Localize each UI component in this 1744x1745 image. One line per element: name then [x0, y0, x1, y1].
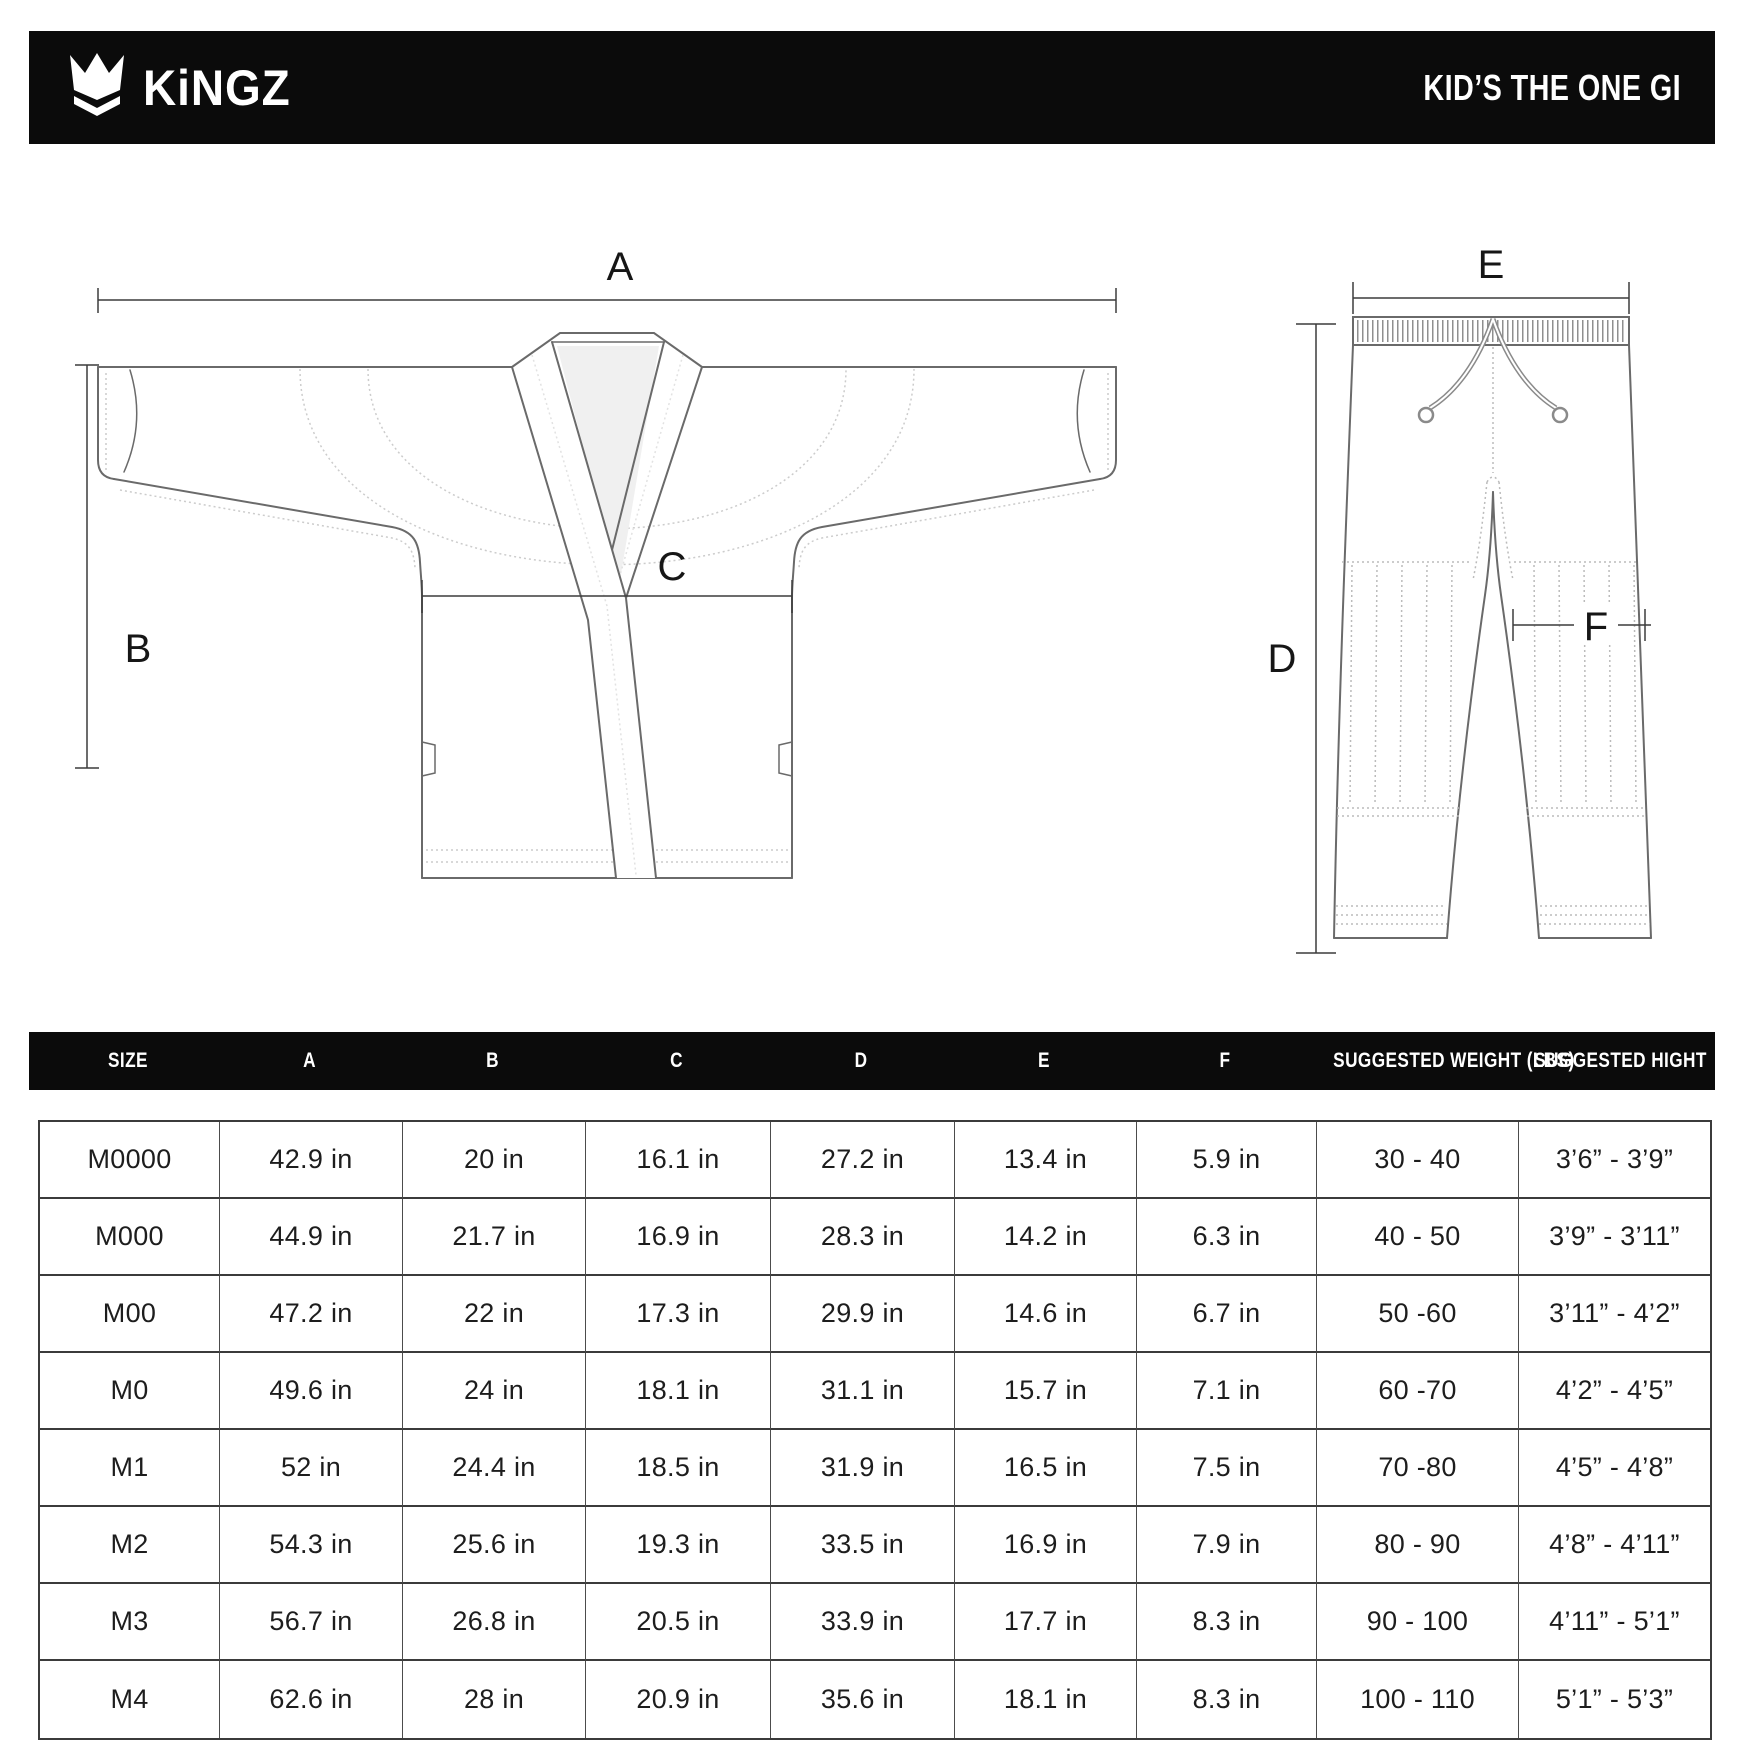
table-cell: 16.9 in [955, 1507, 1137, 1584]
table-cell: 18.1 in [955, 1661, 1137, 1738]
table-cell: 70 -80 [1317, 1430, 1519, 1507]
dimension-line-d [1296, 324, 1336, 953]
label-C: C [657, 545, 687, 589]
table-cell: 40 - 50 [1317, 1199, 1519, 1276]
size-cell: M4 [40, 1661, 220, 1738]
size-cell: M0000 [40, 1122, 220, 1199]
table-cell: 27.2 in [771, 1122, 955, 1199]
table-cell: 50 -60 [1317, 1276, 1519, 1353]
table-cell: 49.6 in [220, 1353, 403, 1430]
table-cell: 17.7 in [955, 1584, 1137, 1661]
table-cell: 8.3 in [1137, 1584, 1317, 1661]
table-cell: 3’6” - 3’9” [1519, 1122, 1710, 1199]
table-cell: 33.9 in [771, 1584, 955, 1661]
table-cell: 6.3 in [1137, 1199, 1317, 1276]
table-cell: 3’9” - 3’11” [1519, 1199, 1710, 1276]
table-cell: 62.6 in [220, 1661, 403, 1738]
size-cell: M2 [40, 1507, 220, 1584]
table-cell: 5.9 in [1137, 1122, 1317, 1199]
table-cell: 35.6 in [771, 1661, 955, 1738]
gi-pants-diagram [1140, 220, 1744, 980]
column-header-4: D [854, 1049, 868, 1072]
table-cell: 90 - 100 [1317, 1584, 1519, 1661]
brand-name: KiNGZ [143, 59, 291, 116]
column-header-7: SUGGESTED WEIGHT (LBS) [1333, 1049, 1575, 1072]
table-cell: 14.2 in [955, 1199, 1137, 1276]
table-cell: 24.4 in [403, 1430, 586, 1507]
dimension-line-a [98, 288, 1116, 313]
table-cell: 56.7 in [220, 1584, 403, 1661]
dimension-line-f [1513, 602, 1651, 649]
table-cell: 20.9 in [586, 1661, 771, 1738]
label-D: D [1267, 637, 1297, 681]
label-E: E [1477, 243, 1505, 287]
table-cell: 17.3 in [586, 1276, 771, 1353]
table-cell: 42.9 in [220, 1122, 403, 1199]
table-cell: 28.3 in [771, 1199, 955, 1276]
size-cell: M1 [40, 1430, 220, 1507]
table-cell: 8.3 in [1137, 1661, 1317, 1738]
table-cell: 19.3 in [586, 1507, 771, 1584]
table-cell: 52 in [220, 1430, 403, 1507]
table-cell: 7.5 in [1137, 1430, 1317, 1507]
column-header-2: B [486, 1049, 499, 1072]
table-cell: 16.9 in [586, 1199, 771, 1276]
table-cell: 16.1 in [586, 1122, 771, 1199]
table-cell: 13.4 in [955, 1122, 1137, 1199]
table-cell: 100 - 110 [1317, 1661, 1519, 1738]
size-cell: M3 [40, 1584, 220, 1661]
table-cell: 60 -70 [1317, 1353, 1519, 1430]
size-cell: M00 [40, 1276, 220, 1353]
label-A: A [606, 245, 634, 289]
dimension-line-b [75, 365, 99, 768]
column-header-5: E [1038, 1049, 1050, 1072]
table-cell: 31.1 in [771, 1353, 955, 1430]
column-header-6: F [1219, 1049, 1231, 1072]
column-header-1: A [303, 1049, 316, 1072]
table-cell: 20 in [403, 1122, 586, 1199]
table-cell: 31.9 in [771, 1430, 955, 1507]
table-cell: 18.1 in [586, 1353, 771, 1430]
header-bar [29, 31, 1715, 144]
size-cell: M000 [40, 1199, 220, 1276]
crown-icon [63, 53, 131, 122]
size-cell: M0 [40, 1353, 220, 1430]
table-cell: 24 in [403, 1353, 586, 1430]
table-cell: 80 - 90 [1317, 1507, 1519, 1584]
table-cell: 54.3 in [220, 1507, 403, 1584]
column-header-0: SIZE [108, 1049, 148, 1072]
column-header-8: SUGGESTED HIGHT [1534, 1049, 1707, 1072]
jacket-collar [512, 333, 702, 878]
table-cell: 5’1” - 5’3” [1555, 1684, 1674, 1714]
table-cell: 44.9 in [220, 1199, 403, 1276]
table-cell: 29.9 in [771, 1276, 955, 1353]
brand-logo [63, 53, 304, 122]
table-cell: 3’11” - 4’2” [1519, 1276, 1710, 1353]
table-cell: 4’8” - 4’11” [1519, 1507, 1710, 1584]
label-B: B [124, 627, 152, 671]
table-cell: 33.5 in [771, 1507, 955, 1584]
label-F: F [1583, 605, 1609, 649]
page-title: KID’S THE ONE GI [1423, 66, 1681, 108]
table-header-bar [29, 1032, 1715, 1090]
table-cell: 4’11” - 5’1” [1519, 1584, 1710, 1661]
table-cell: 21.7 in [403, 1199, 586, 1276]
table-cell: 6.7 in [1137, 1276, 1317, 1353]
table-cell: 28 in [403, 1661, 586, 1738]
table-cell: 30 - 40 [1317, 1122, 1519, 1199]
table-cell: 7.1 in [1137, 1353, 1317, 1430]
table-cell: 18.5 in [586, 1430, 771, 1507]
table-cell: 4’2” - 4’5” [1519, 1353, 1710, 1430]
table-cell: 4’5” - 4’8” [1519, 1430, 1710, 1507]
table-cell: 22 in [403, 1276, 586, 1353]
size-table [38, 1120, 1712, 1740]
table-cell: 25.6 in [403, 1507, 586, 1584]
table-cell: 15.7 in [955, 1353, 1137, 1430]
table-cell: 20.5 in [586, 1584, 771, 1661]
table-cell: 7.9 in [1137, 1507, 1317, 1584]
column-header-3: C [670, 1049, 683, 1072]
table-cell: 47.2 in [220, 1276, 403, 1353]
table-cell: 14.6 in [955, 1276, 1137, 1353]
table-cell: 16.5 in [955, 1430, 1137, 1507]
gi-jacket-diagram [60, 230, 1140, 890]
table-cell: 26.8 in [403, 1584, 586, 1661]
